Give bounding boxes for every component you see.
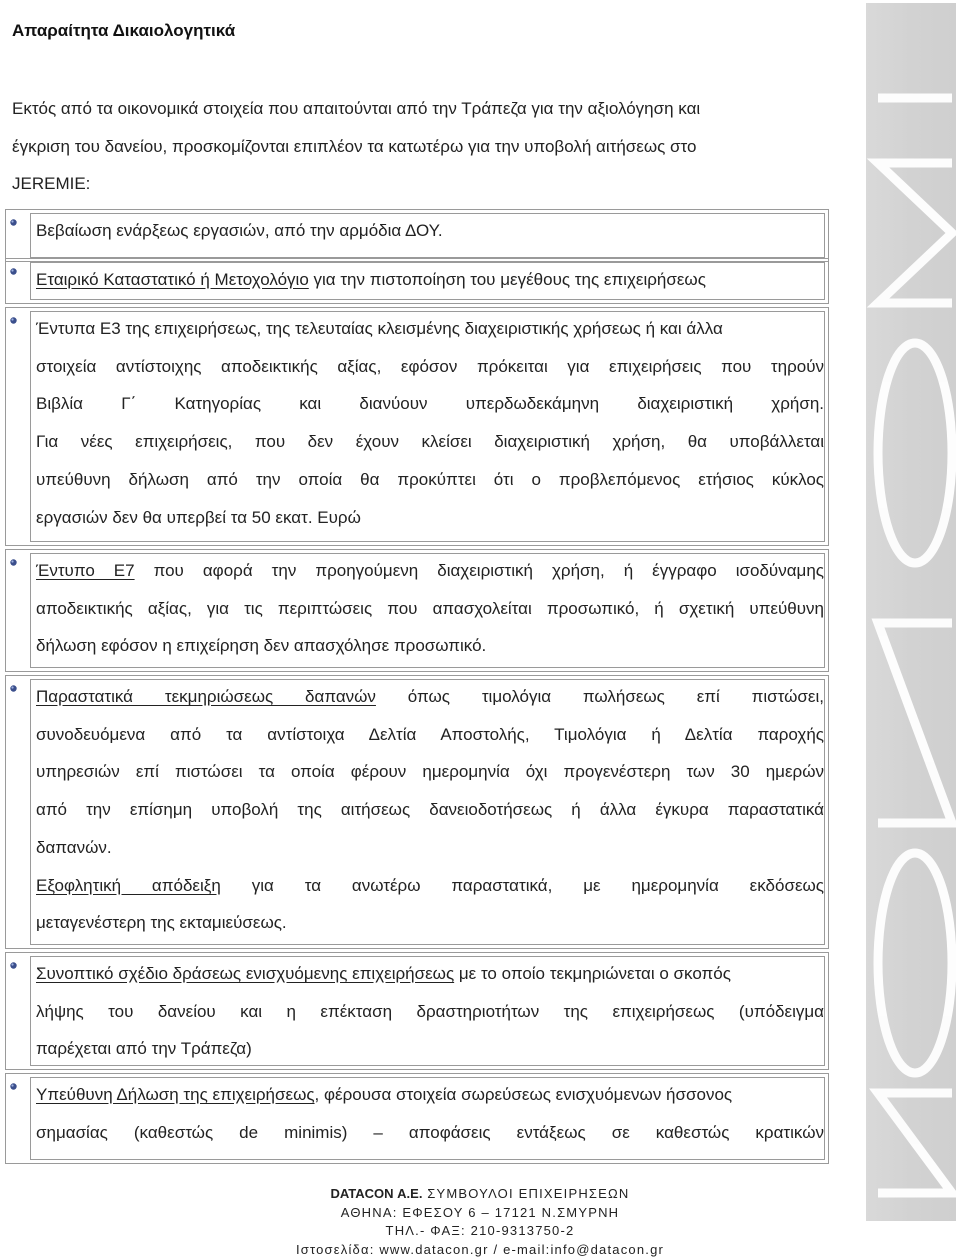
text-fragment: για την πιστοποίηση του μεγέθους της επιχειρήσεως (308, 270, 706, 289)
text-fragment: υπηρεσιών επί πιστώσει τα οποία φέρουν ημερομηνία όχι προγενέστερη των 30 ημερών (36, 762, 824, 782)
text-fragment: Έντυπα Ε3 της επιχειρήσεως (36, 319, 257, 338)
text-fragment: παρέχεται από την Τράπεζα) (36, 1039, 252, 1059)
text-fragment: αποδεικτικής αξίας, για τις περιπτώσεις που απασχολείται προσωπικό, ή σχετική υπεύθυνη (36, 598, 824, 618)
text-line (36, 261, 824, 299)
bullet-icon (7, 1080, 20, 1093)
bullet-icon (7, 682, 20, 695)
text-line (36, 552, 824, 590)
text-line (36, 1030, 824, 1068)
requirement-text (36, 212, 824, 250)
underlined-term: Εξοφλητική απόδειξη (36, 875, 221, 895)
text-line (36, 1076, 824, 1114)
bullet-icon (7, 216, 20, 229)
text-fragment: σημασίας (καθεστώς de minimis) – αποφάσεις εντάξεως σε καθεστώς κρατικών (36, 1122, 824, 1142)
text-line (36, 499, 824, 537)
underlined-term: Έντυπο Ε7 (36, 561, 135, 580)
text-line (36, 348, 824, 386)
intro-line: JEREMIE: (12, 174, 91, 193)
intro-line: έγκριση του δανείου, προσκομίζονται επιπλέον τα κατωτέρω για την υποβολή αιτήσεως στο (12, 136, 697, 156)
text-line (36, 212, 824, 250)
text-line (36, 716, 824, 754)
underlined-term: Παραστατικά τεκμηριώσεως δαπανών (36, 687, 376, 706)
underlined-term: Συνοπτικό σχέδιο δράσεως ενισχυόμενης επιχειρήσεως (36, 964, 455, 983)
text-fragment: υπεύθυνη δήλωση από την οποία θα προκύπτει ότι ο προβλεπόμενος ετήσιος κύκλος (36, 469, 824, 489)
requirement-item (5, 675, 829, 949)
bullet-icon (7, 265, 20, 278)
text-fragment: από την επίσημη υποβολή της αιτήσεως δανειοδοτήσεως ή άλλα έγκυρα παραστατικά (36, 800, 824, 820)
footer-web: Ιστοσελίδα: www.datacon.gr / e-mail:info@datacon.gr (295, 1241, 665, 1257)
page-footer (180, 1185, 780, 1259)
text-fragment: με το οποίο τεκμηριώνεται ο σκοπός (454, 964, 731, 983)
footer-company: DATACON Α.Ε. (330, 1186, 423, 1201)
text-line (36, 753, 824, 791)
text-fragment: δήλωση εφόσον η επιχείρηση δεν απασχόλησε προσωπικό. (36, 636, 487, 656)
text-fragment: για τα ανωτέρω παραστατικά, με ημερομηνία εκδόσεως (220, 875, 824, 895)
text-line (36, 955, 824, 993)
intro-line: Εκτός από τα οικονομικά στοιχεία που απαιτούνται από την Τράπεζα για την αξιολόγηση και (12, 99, 701, 118)
footer-phone: ΤΗΛ.- ΦΑΞ: 210-9313750-2 (385, 1223, 575, 1238)
text-line (36, 310, 824, 348)
text-fragment: , φέρουσα στοιχεία σωρεύσεως ενισχυόμενων ήσσονος (314, 1085, 733, 1104)
requirement-item (5, 258, 829, 304)
requirement-text (36, 261, 824, 299)
intro-paragraph (12, 90, 824, 203)
text-fragment: δαπανών. (36, 837, 112, 857)
text-line (36, 829, 824, 867)
text-line (36, 791, 824, 829)
footer-address: ΑΘΗΝΑ: ΕΦΕΣΟΥ 6 – 17121 Ν.ΣΜΥΡΝΗ (340, 1204, 620, 1220)
underlined-term: Εταιρικό Καταστατικό ή Μετοχολόγιο (36, 270, 309, 289)
requirement-text (36, 678, 824, 942)
requirement-item (5, 952, 829, 1070)
text-fragment: , της τελευταίας κλεισμένης διαχειριστικής χρήσεως ή και άλλα (256, 319, 723, 338)
text-line (36, 1114, 824, 1152)
text-fragment: συνοδευόμενα από τα αντίστοιχα Δελτία Αποστολής, Τιμολόγια ή Δελτία παροχής (36, 724, 824, 744)
requirement-text (36, 1076, 824, 1151)
text-fragment: μεταγενέστερη της εκταμιεύσεως. (36, 913, 287, 933)
requirement-item (5, 209, 829, 262)
bullet-icon (7, 959, 20, 972)
text-line (36, 590, 824, 628)
text-line (36, 678, 824, 716)
text-fragment: Για νέες επιχειρήσεις, που δεν έχουν κλείσει διαχειριστική χρήση, θα υποβάλλεται (36, 432, 824, 452)
text-line (36, 461, 824, 499)
text-fragment: στοιχεία αντίστοιχης αποδεικτικής αξίας, εφόσον πρόκειται για επιχειρήσεις που τηρούν (36, 356, 824, 376)
side-watermark-band (866, 3, 956, 1221)
text-fragment: Βεβαίωση ενάρξεως εργασιών (36, 221, 265, 240)
bullet-icon (7, 314, 20, 327)
requirement-item (5, 307, 829, 546)
text-line (36, 867, 824, 905)
nomoi-watermark-logo (866, 3, 956, 1221)
text-line (36, 993, 824, 1031)
text-fragment: , από την αρμόδια ΔΟΥ. (264, 221, 443, 240)
page-title: Απαραίτητα Δικαιολογητικά (12, 21, 236, 40)
text-fragment: εργασιών δεν θα υπερβεί τα 50 εκατ. Ευρώ (36, 507, 361, 527)
text-line (36, 423, 824, 461)
text-fragment: όπως τιμολόγια πωλήσεως επί πιστώσει, (375, 687, 824, 706)
text-fragment: που αφορά την προηγούμενη διαχειριστική χρήση, ή έγγραφο ισοδύναμης (134, 561, 824, 580)
text-fragment: λήψης του δανείου και η επέκταση δραστηριοτήτων της επιχειρήσεως (υπόδειγμα (36, 1001, 824, 1021)
requirement-item (5, 549, 829, 672)
requirement-item (5, 1073, 829, 1164)
footer-tagline: ΣΥΜΒΟΥΛΟΙ ΕΠΙΧΕΙΡΗΣΕΩΝ (427, 1186, 630, 1201)
bullet-icon (7, 556, 20, 569)
requirement-text (36, 955, 824, 1068)
text-line (36, 627, 824, 665)
text-fragment: Βιβλία Γ΄ Κατηγορίας και διανύουν υπερδωδεκάμηνη διαχειριστική χρήση. (36, 394, 824, 414)
requirement-text (36, 310, 824, 536)
text-line (36, 385, 824, 423)
text-line (36, 904, 824, 942)
requirement-text (36, 552, 824, 665)
underlined-term: Υπεύθυνη Δήλωση της επιχειρήσεως (36, 1085, 315, 1104)
